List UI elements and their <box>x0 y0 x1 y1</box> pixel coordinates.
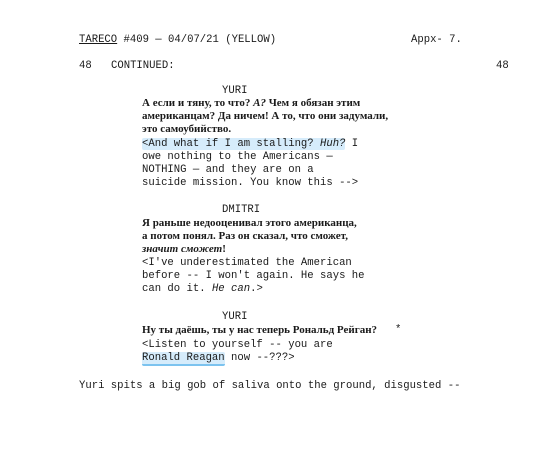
dialogue-en-line: <I've underestimated the American <box>142 257 352 269</box>
action-line: Yuri spits a big gob of saliva onto the ground, disgusted -- <box>79 380 461 392</box>
scene-number-right: 48 <box>496 60 509 72</box>
dialogue-ru-line: А если и тяну, то что? А? Чем я обязан этим <box>142 97 361 109</box>
dialogue-ru-line: это самоубийство. <box>142 123 232 135</box>
dialogue-ru-line: значит сможет! <box>142 243 226 255</box>
dialogue-en-line: before -- I won't again. He says he <box>142 270 365 282</box>
dialogue-en-line: <Listen to yourself -- you are <box>142 339 333 351</box>
page-number: Appx- 7. <box>411 34 462 46</box>
page-header <box>79 34 276 47</box>
revision-info: #409 — 04/07/21 (YELLOW) <box>117 34 277 46</box>
character-name-yuri: YURI <box>222 85 248 97</box>
dialogue-ru-line: а потом понял. Раз он сказал, что сможет, <box>142 230 348 242</box>
dialogue-en-line: can do it. He can.> <box>142 283 263 295</box>
dialogue-en-line: <And what if I am stalling? Huh? I <box>142 138 359 150</box>
scene-number-left: 48 <box>79 60 92 72</box>
studio-name: TARECO <box>79 34 118 46</box>
dialogue-en-line: owe nothing to the Americans — <box>142 151 333 163</box>
dialogue-ru-line: Ну ты даёшь, ты у нас теперь Рональд Рейган? <box>142 324 378 336</box>
dialogue-en-line: Ronald Reagan now --???> <box>142 352 295 364</box>
highlighted-text: Ronald Reagan <box>142 352 225 364</box>
dialogue-en-line: suicide mission. You know this --> <box>142 177 359 189</box>
character-name-dmitri: DMITRI <box>222 204 261 216</box>
character-name-yuri: YURI <box>222 311 248 323</box>
revision-mark: * <box>395 324 402 336</box>
highlighted-text: <And what if I am stalling? Huh? <box>142 138 346 150</box>
scene-heading: CONTINUED: <box>111 60 175 72</box>
dialogue-en-line: NOTHING — and they are on a <box>142 164 314 176</box>
dialogue-ru-line: американцам? Да ничем! А то, что они задумали, <box>142 110 389 122</box>
dialogue-ru-line: Я раньше недооценивал этого американца, <box>142 217 357 229</box>
